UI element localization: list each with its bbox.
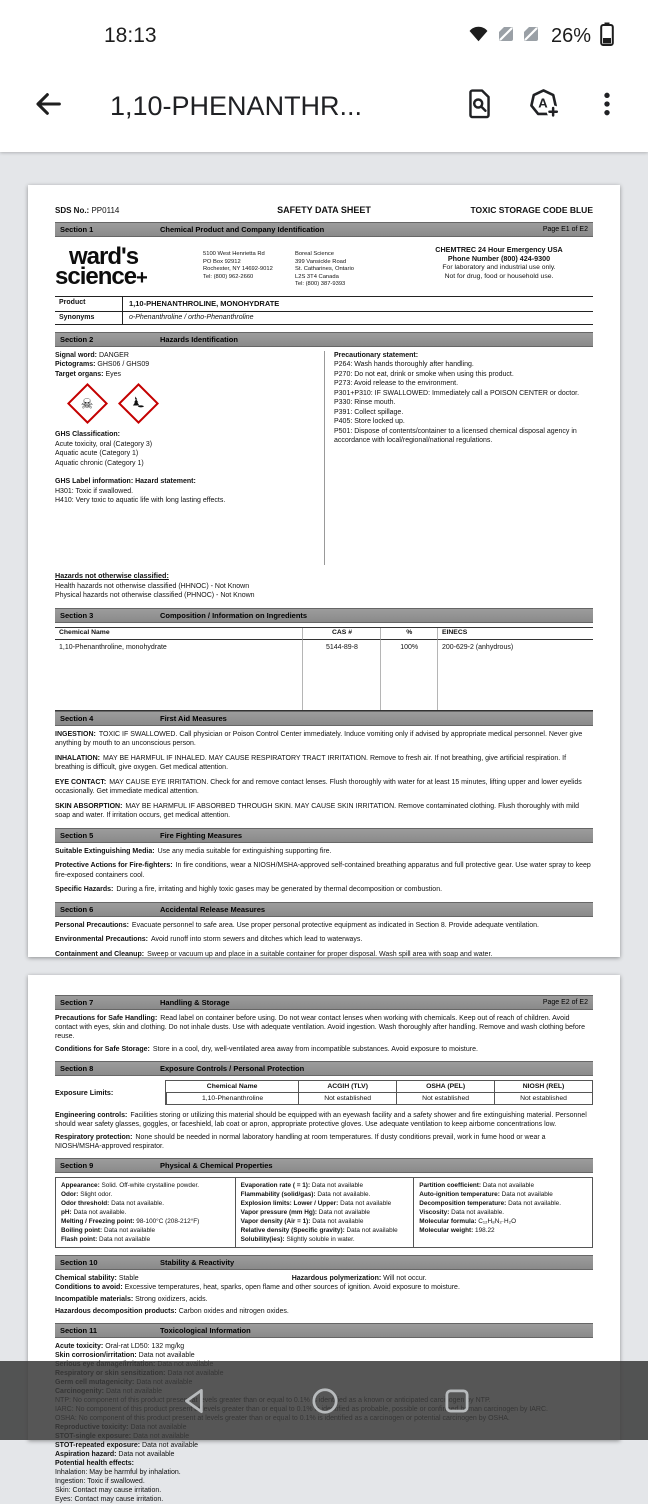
section-title: Fire Fighting Measures (160, 830, 243, 840)
precautionary-line: P501: Dispose of contents/container to a licensed chemical disposal agency in accordance with local/regional/national regulations. (334, 427, 577, 445)
exposure-controls-item: Respiratory protection: None should be needed in normal laboratory handling at room temperatures. If dusty conditions prevail, work in fume hood or wear a NIOSH/MSHA-approved respirator. (55, 1134, 546, 1150)
section-title: Exposure Controls / Personal Protection (160, 1064, 305, 1073)
column-header: CAS # (302, 628, 380, 640)
column-header: Chemical Name (166, 1081, 298, 1093)
potential-health-effects-heading: Potential health effects: (55, 1460, 134, 1467)
emergency-contact (405, 241, 593, 289)
hnoc-line: Health hazards not otherwise classified (HHNOC) - Not Known (55, 582, 250, 590)
section-title: Hazards Identification (160, 334, 238, 344)
address-us (203, 241, 295, 289)
hnoc-heading: Hazards not otherwise classified: (55, 570, 169, 580)
document-header (55, 205, 593, 215)
column-header: EINECS (437, 628, 593, 640)
address-line: PO Box 92912 (203, 258, 241, 265)
precautionary-line: P301+P310: IF SWALLOWED: Immediately call a POISON CENTER or doctor. (334, 389, 580, 397)
property-line: Decomposition temperature: Data not available. (419, 1200, 561, 1207)
section-id: Section 8 (60, 1064, 94, 1073)
nav-home-circle-icon (309, 1404, 341, 1421)
wifi-icon (468, 24, 489, 48)
logo-plus-icon: + (136, 266, 148, 289)
section-3-bar (55, 608, 593, 623)
back-arrow-icon (32, 88, 64, 125)
column-header: OSHA (PEL) (396, 1081, 494, 1093)
toxicology-item: Aspiration hazard: Data not available (55, 1451, 175, 1458)
section-id: Section 2 (60, 334, 94, 344)
exposure-controls-item: Engineering controls: Facilities storing or utilizing this material should be equipped with an eyewash facility and a safety shower and fire extinguishing material. Personnel should wear safety glasses, goggles, or faceshield, lab coat or apron, appropriate protective gloves. Use adequate ventilation to keep airborne concentrations low. (55, 1112, 587, 1128)
property-line: Boiling point: Data not available (61, 1227, 156, 1234)
handling-storage-list (55, 1014, 593, 1054)
top-chrome (0, 0, 648, 152)
section-title: First Aid Measures (160, 713, 227, 723)
clock: 18:13 (104, 24, 157, 47)
app-bar-actions (458, 85, 628, 127)
table-cell: Not established (396, 1093, 494, 1104)
hazard-field: Pictograms: GHS06 / GHS09 (55, 361, 150, 369)
back-button[interactable] (26, 84, 70, 128)
table-cell: 200-629-2 (anhydrous) (437, 640, 593, 710)
health-effects-list (55, 1468, 593, 1504)
address-line: Tel: (800) 962-2660 (203, 273, 254, 280)
exposure-controls-list (55, 1111, 593, 1151)
section-id: Section 10 (60, 1258, 98, 1267)
sds-number: SDS No.: PP0114 (55, 206, 120, 215)
first-aid-item: EYE CONTACT: MAY CAUSE EYE IRRITATION. Check for and remove contact lenses. Flush thoroughly with water for at least 15 minutes, lifting upper and lower eyelids occasionally. Get immediate medical attention. (55, 778, 582, 796)
product-value: 1,10-PHENANTHROLINE, MONOHYDRATE (129, 299, 280, 309)
fire-fighting-list (55, 847, 593, 895)
address-line: 5100 West Henrietta Rd (203, 251, 265, 257)
section-id: Section 7 (60, 998, 94, 1007)
address-line: L2S 3T4 Canada (295, 273, 339, 280)
property-line: Explosion limits: Lower / Upper: Data not available (240, 1200, 392, 1207)
nav-back-triangle-icon (179, 1404, 211, 1421)
section-id: Section 6 (60, 904, 94, 914)
annotate-add-icon (527, 87, 560, 125)
first-aid-item: INGESTION: TOXIC IF SWALLOWED. Call physician or Poison Control Center immediately. Induce vomiting only if advised by appropriate medical personnel. Never give anything by mouth to an unconscious person. (55, 730, 583, 748)
section-8-bar (55, 1061, 593, 1076)
stability-item: Conditions to avoid: Excessive temperatures, heat, sparks, open flame and other sources of ignition. Avoid exposure to moisture. (55, 1284, 460, 1291)
hnoc-line: Physical hazards not otherwise classified (PHNOC) - Not Known (55, 592, 255, 600)
accidental-release-item: Environmental Precautions: Avoid runoff into storm sewers and ditches which lead to waterways. (55, 936, 363, 944)
ghs-label-info-heading: GHS Label information: Hazard statement: (55, 478, 196, 486)
table-cell: 1,10-Phenanthroline, monohydrate (59, 643, 167, 651)
precautionary-line: P264: Wash hands thoroughly after handling. (334, 361, 474, 369)
section-id: Section 5 (60, 830, 94, 840)
handling-storage-item: Conditions for Safe Storage: Store in a cool, dry, well-ventilated area away from incompatible substances. Avoid exposure to moisture. (55, 1046, 478, 1053)
precautionary-line: P273: Avoid release to the environment. (334, 380, 459, 388)
table-cell: Not established (298, 1093, 396, 1104)
synonyms-row (55, 312, 593, 325)
hazards-left-column (55, 351, 324, 565)
property-line: Vapor density (Air = 1): Data not available (240, 1218, 364, 1225)
annotate-button[interactable] (522, 85, 564, 127)
document-title: 1,10-PHENANTHR... (110, 90, 363, 121)
nav-back-button[interactable] (179, 1385, 211, 1417)
property-line: Molecular formula: C₁₂H₈N₂·H₂O (419, 1218, 517, 1225)
section-6-bar (55, 902, 593, 917)
pdf-viewer[interactable] (0, 152, 648, 1503)
table-cell: Not established (494, 1093, 592, 1104)
find-in-document-button[interactable] (458, 85, 500, 127)
find-in-document-icon (464, 88, 495, 124)
chemical-stability: Chemical stability: Stable (55, 1275, 139, 1282)
section-title: Composition / Information on Ingredients (160, 610, 308, 620)
physical-properties-table (55, 1177, 593, 1248)
health-effect-item: Skin: Contact may cause irritation. (55, 1487, 162, 1494)
precautionary-line: P391: Collect spillage. (334, 408, 404, 416)
android-navigation-bar (0, 1361, 648, 1440)
fire-fighting-item: Protective Actions for Fire-fighters: In fire conditions, wear a NIOSH/MSHA-approved self-contained breathing apparatus and full protective gear. Use water spray to keep fire-exposed containers cool. (55, 862, 591, 879)
property-line: Relative density (Specific gravity): Data not available (240, 1227, 398, 1234)
section-title: Toxicological Information (160, 1326, 251, 1335)
property-line: Flash point: Data not available (61, 1236, 151, 1243)
address-line: Boreal Science (295, 251, 334, 257)
section-5-bar (55, 828, 593, 843)
handling-storage-item: Precautions for Safe Handling: Read label on container before using. Do not wear contact lenses when working with chemicals. Keep out of reach of children. Avoid contact with eyes, skin and clothing. Do not inhale dusts. Use with adequate ventilation. Avoid ingestion. Wash thoroughly after handling. Remove and wash clothing before reuse. (55, 1015, 585, 1040)
status-bar (0, 0, 648, 62)
section-7-bar (55, 995, 593, 1010)
sim2-disabled-icon (523, 26, 539, 47)
property-line: Appearance: Solid. Off-white crystalline powder. (61, 1182, 200, 1189)
column-header: Chemical Name (55, 628, 302, 640)
logo-line-1: ward's (69, 243, 139, 270)
precautionary-line: P405: Store locked up. (334, 418, 405, 426)
property-line: Auto-ignition temperature: Data not available (419, 1191, 553, 1198)
property-line: Evaporation rate ( = 1): Data not available (240, 1182, 364, 1189)
hnoc-lines (55, 582, 593, 601)
address-line: Rochester, NY 14692-9012 (203, 266, 273, 273)
precautionary-line: P270: Do not eat, drink or smoke when using this product. (334, 370, 514, 378)
address-line: Tel: (800) 387-9393 (295, 281, 346, 288)
table-cell: 100% (380, 640, 436, 710)
emergency-line: Not for drug, food or household use. (444, 273, 554, 280)
battery-icon (600, 22, 614, 51)
hazard-statement-line: H410: Very toxic to aquatic life with long lasting effects. (55, 497, 226, 505)
first-aid-item: INHALATION: MAY BE HARMFUL IF INHALED. MAY CAUSE RESPIRATORY TRACT IRRITATION. Remove to fresh air. If not breathing, give artificial respiration. If breathing is difficult, give oxygen. Get medical attention. (55, 754, 567, 772)
property-line: Odor: Slight odor. (61, 1191, 113, 1198)
ghs06-skull-crossbones-pictogram: ☠ (67, 383, 108, 424)
ghs-class-line: Aquatic acute (Category 1) (55, 450, 139, 458)
address-line: 399 Vansickle Road (295, 258, 347, 265)
nav-recents-button[interactable] (441, 1385, 473, 1417)
ghs-pictograms (55, 379, 316, 430)
synonyms-label: Synonyms (55, 312, 123, 324)
hazard-statement-line: H301: Toxic if swallowed. (55, 487, 134, 495)
table-cell: 1,10-Phenanthroline (166, 1093, 298, 1104)
nav-recents-square-icon (441, 1404, 473, 1421)
ghs09-environment-pictogram (118, 383, 159, 424)
toxicology-item: STOT-repeated exposure: Data not available (55, 1442, 199, 1449)
fire-fighting-item: Suitable Extinguishing Media: Use any media suitable for extinguishing supporting fire. (55, 847, 332, 855)
precautionary-heading: Precautionary statement: (334, 351, 419, 359)
product-row (55, 297, 593, 312)
section-id: Section 9 (60, 1161, 94, 1170)
section-title: Chemical Product and Company Identification (160, 225, 325, 234)
section-4-bar (55, 711, 593, 726)
emergency-line-bold: CHEMTREC 24 Hour Emergency USA (435, 245, 563, 254)
wards-science-logo (55, 241, 203, 289)
section-9-bar (55, 1158, 593, 1173)
toxicology-item: Acute toxicity: Oral-rat LD50: 132 mg/kg (55, 1343, 185, 1350)
section-10-bar (55, 1255, 593, 1270)
sim1-disabled-icon (498, 26, 514, 47)
fire-fighting-item: Specific Hazards: During a fire, irritating and highly toxic gases may be generated by thermal decomposition or combustion. (55, 886, 443, 894)
status-icons (468, 22, 614, 51)
section-title: Physical & Chemical Properties (160, 1161, 273, 1170)
page-label: Page E1 of E2 (542, 226, 588, 233)
accidental-release-item: Containment and Cleanup: Sweep or vacuum up and place in a suitable container for proper disposal. Wash spill area with soap and water. (55, 950, 493, 958)
property-line: pH: Data not available. (61, 1209, 127, 1216)
section-id: Section 4 (60, 713, 94, 723)
column-header: ACGIH (TLV) (298, 1081, 396, 1093)
health-effect-item: Eyes: Contact may cause irritation. (55, 1496, 164, 1503)
property-line: Flammability (solid/gas): Data not available. (240, 1191, 371, 1198)
sheet-title: SAFETY DATA SHEET (277, 205, 371, 215)
hazard-field: Signal word: DANGER (55, 351, 129, 359)
first-aid-list (55, 730, 593, 821)
ghs-classification-heading: GHS Classification: (55, 431, 120, 439)
svg-text:A: A (537, 95, 548, 111)
property-line: Viscosity: Data not available. (419, 1209, 505, 1216)
hazards-columns (55, 351, 593, 565)
overflow-menu-button[interactable] (586, 85, 628, 127)
ghs-class-line: Aquatic chronic (Category 1) (55, 459, 144, 467)
health-effect-item: Inhalation: May be harmful by inhalation. (55, 1469, 181, 1476)
address-canada (295, 241, 405, 289)
health-effect-item: Ingestion: Toxic if swallowed. (55, 1478, 145, 1485)
page-label: Page E2 of E2 (542, 999, 588, 1006)
ingredients-table (55, 627, 593, 711)
hazard-field: Target organs: Eyes (55, 370, 122, 378)
emergency-line: For laboratory and industrial use only. (442, 264, 556, 271)
property-line: Solubility(ies): Slightly soluble in water. (240, 1236, 355, 1243)
section-1-bar (55, 222, 593, 237)
stability-row (55, 1274, 593, 1283)
synonyms-value: o-Phenanthroline / ortho-Phenanthroline (129, 314, 254, 322)
first-aid-item: SKIN ABSORPTION: MAY BE HARMFUL IF ABSORBED THROUGH SKIN. MAY CAUSE SKIN IRRITATION. Remove contaminated clothing. Flush thoroughly with mild soap and water. If irritation occurs, get medical attention. (55, 802, 579, 820)
logo-line-2: science+ (55, 262, 148, 290)
pdf-page-1 (28, 185, 620, 957)
accidental-release-item: Personal Precautions: Evacuate personnel to safe area. Use proper personal protective equipment as indicated in Section 8. Provide adequate ventilation. (55, 921, 539, 929)
nav-home-button[interactable] (309, 1385, 341, 1417)
app-bar (0, 62, 648, 150)
section-title: Stability & Reactivity (160, 1258, 235, 1267)
section-11-bar (55, 1323, 593, 1338)
section-id: Section 3 (60, 610, 94, 620)
hazards-right-column (324, 351, 593, 565)
address-line: St. Catharines, Ontario (295, 266, 354, 273)
properties-column-2 (235, 1178, 414, 1247)
product-label: Product (55, 297, 123, 311)
exposure-limits-label: Exposure Limits: (55, 1088, 114, 1097)
property-line: Molecular weight: 198.22 (419, 1227, 495, 1234)
section-id: Section 11 (60, 1326, 98, 1335)
stability-list (55, 1283, 593, 1316)
hazardous-polymerization: Hazardous polymerization: Will not occur. (291, 1275, 427, 1282)
kebab-menu-icon (593, 90, 621, 123)
accidental-release-list (55, 921, 593, 960)
column-header: NIOSH (REL) (494, 1081, 592, 1093)
property-line: Odor threshold: Data not available. (61, 1200, 165, 1207)
table-cell: 5144-89-8 (302, 640, 380, 710)
emergency-line-bold: Phone Number (800) 424-9300 (447, 254, 551, 263)
toxicology-item: Skin corrosion/irritation: Data not available (55, 1352, 195, 1359)
stability-item: Incompatible materials: Strong oxidizers, acids. (55, 1296, 208, 1303)
property-line: Vapor pressure (mm Hg): Data not available (240, 1209, 370, 1216)
section-id: Section 1 (60, 225, 94, 234)
property-line: Melting / Freezing point: 98-100°C (208-212°F) (61, 1218, 200, 1225)
product-table (55, 296, 593, 325)
exposure-limits-table (55, 1080, 593, 1105)
section-title: Handling & Storage (160, 998, 230, 1007)
ghs-class-line: Acute toxicity, oral (Category 3) (55, 440, 153, 448)
section-title: Accidental Release Measures (160, 904, 266, 914)
section-2-bar (55, 332, 593, 347)
column-header: % (380, 628, 436, 640)
property-line: Partition coefficient: Data not available (419, 1182, 535, 1189)
precautionary-line: P330: Rinse mouth. (334, 399, 396, 407)
company-block (55, 241, 593, 289)
battery-percent: 26% (550, 24, 591, 47)
properties-column-1 (56, 1178, 235, 1247)
stability-item: Hazardous decomposition products: Carbon oxides and nitrogen oxides. (55, 1308, 289, 1315)
properties-column-3 (413, 1178, 592, 1247)
storage-code: TOXIC STORAGE CODE BLUE (470, 205, 593, 215)
